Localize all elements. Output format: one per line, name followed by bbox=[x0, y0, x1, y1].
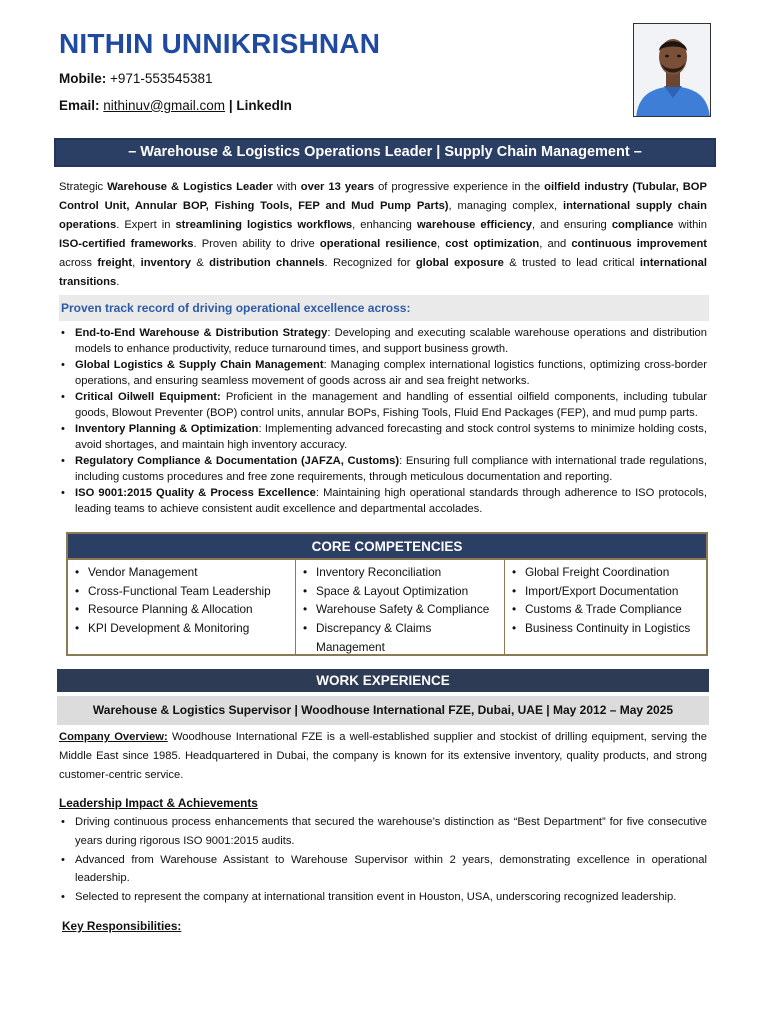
summary-text: of progressive experience in the bbox=[374, 181, 545, 193]
competency-item: • Business Continuity in Logistics bbox=[509, 619, 702, 638]
summary-text: , managing complex, bbox=[448, 200, 563, 213]
highlight-separator: : bbox=[258, 423, 262, 436]
competency-item: • KPI Development & Monitoring bbox=[72, 619, 291, 638]
highlight-item bbox=[59, 453, 707, 485]
competency-item: • Cross-Functional Team Leadership bbox=[72, 582, 291, 601]
highlight-title: Regulatory Compliance & Documentation (JAFZA, Customs) bbox=[75, 455, 400, 468]
competency-column bbox=[295, 560, 504, 654]
mobile-value: +971-553545381 bbox=[110, 71, 213, 87]
competency-item: • Vendor Management bbox=[72, 563, 291, 582]
summary-text: & bbox=[190, 257, 210, 270]
mobile-line bbox=[59, 70, 619, 88]
leadership-list bbox=[59, 813, 707, 907]
summary-text: , and bbox=[539, 238, 572, 251]
summary-emphasis: warehouse efficiency bbox=[416, 219, 533, 232]
summary-text: across bbox=[59, 257, 98, 270]
summary-emphasis: global exposure bbox=[415, 257, 504, 270]
competency-item: • Inventory Reconciliation bbox=[300, 563, 500, 582]
candidate-name: NITHIN UNNIKRISHNAN bbox=[59, 28, 381, 59]
summary-text: within bbox=[673, 219, 708, 232]
highlight-text: Developing and executing scalable warehouse operations and distribution models to enhance productivity, reduce turnaround times, and support business growth. bbox=[75, 327, 707, 356]
summary-emphasis: operational resilience bbox=[319, 238, 437, 251]
summary-emphasis: international transitions bbox=[59, 257, 708, 289]
core-competencies-heading: CORE COMPETENCIES bbox=[68, 534, 706, 560]
highlight-separator: : bbox=[315, 487, 319, 500]
competency-item: • Discrepancy & Claims Management bbox=[300, 619, 500, 656]
leadership-item: • Advanced from Warehouse Assistant to Warehouse Supervisor within 2 years, demonstrating excellence in operational leadership. bbox=[59, 851, 707, 889]
highlight-text: Proficient in the management and handling of essential oilfield components, including tubular goods, Blowout Preventer (BOP) control units, annular BOPs, Fishing Tools, Fluid End Packages (FEP), and mud pump parts. bbox=[75, 391, 707, 420]
highlight-item bbox=[59, 325, 707, 357]
summary-emphasis: inventory bbox=[140, 257, 191, 270]
highlight-text: Managing complex international logistics functions, optimizing cross-border operations, and ensuring seamless movement of goods across air and sea freight networks. bbox=[75, 359, 707, 388]
summary-text: , enhancing bbox=[352, 219, 417, 232]
company-overview-text: Woodhouse International FZE is a well-established supplier and stockist of drilling equipment, serving the Middle East since 1985. Headquartered in Dubai, the company is known for its extensive inventory, quality products, and strong customer-centric service. bbox=[59, 731, 707, 781]
work-experience-heading: WORK EXPERIENCE bbox=[57, 669, 709, 692]
core-competencies-table bbox=[66, 532, 708, 656]
summary-emphasis: oilfield industry (Tubular, BOP Control Unit, Annular BOP, Fishing Tools, FEP and Mud Pump Parts) bbox=[59, 181, 707, 213]
summary-emphasis: international supply chain operations bbox=[59, 200, 707, 232]
competency-item: • Customs & Trade Compliance bbox=[509, 600, 702, 619]
competency-column bbox=[68, 560, 295, 654]
summary-emphasis: ISO-certified frameworks bbox=[59, 238, 194, 251]
highlight-separator: : bbox=[323, 359, 327, 372]
competency-item: • Resource Planning & Allocation bbox=[72, 600, 291, 619]
competency-item: • Import/Export Documentation bbox=[509, 582, 702, 601]
summary-text: & trusted to lead critical bbox=[503, 257, 640, 270]
summary-emphasis: Warehouse & Logistics Leader bbox=[107, 181, 273, 193]
resume-header bbox=[59, 28, 619, 114]
company-overview-label: Company Overview: bbox=[59, 731, 168, 743]
summary-emphasis: freight bbox=[97, 257, 133, 270]
company-overview bbox=[59, 728, 707, 784]
highlight-text: Implementing advanced forecasting and stock control systems to minimize holding costs, avoid shortages, and maintain high inventory accuracy. bbox=[75, 423, 707, 452]
summary-emphasis: continuous improvement bbox=[571, 238, 707, 251]
linkedin-link[interactable]: LinkedIn bbox=[236, 97, 292, 113]
summary-emphasis: over 13 years bbox=[300, 181, 375, 193]
highlight-title: End-to-End Warehouse & Distribution Strategy bbox=[75, 327, 328, 339]
job-title-bar: Warehouse & Logistics Supervisor | Woodhouse International FZE, Dubai, UAE | May 2012 – May 2025 bbox=[57, 696, 709, 725]
headline-bar: – Warehouse & Logistics Operations Leader | Supply Chain Management – bbox=[54, 138, 716, 167]
profile-photo-illustration bbox=[634, 24, 711, 117]
summary-text: . Proven ability to drive bbox=[193, 238, 320, 251]
summary-text: , bbox=[132, 257, 141, 270]
highlight-separator: : bbox=[327, 327, 331, 339]
email-link[interactable]: nithinuv@gmail.com bbox=[103, 97, 226, 113]
highlight-item bbox=[59, 389, 707, 421]
summary-text: . Expert in bbox=[116, 219, 176, 232]
summary-emphasis: streamlining logistics workflows bbox=[175, 219, 353, 232]
competency-item: • Global Freight Coordination bbox=[509, 563, 702, 582]
summary-text: , and ensuring bbox=[532, 219, 612, 232]
summary-text: . Recognized for bbox=[324, 257, 416, 270]
summary-text: with bbox=[272, 181, 301, 193]
email-label: Email: bbox=[59, 97, 100, 113]
proven-track-heading: Proven track record of driving operational excellence across: bbox=[59, 295, 709, 321]
competency-column bbox=[504, 560, 706, 654]
contact-separator: | bbox=[228, 97, 233, 113]
profile-photo bbox=[633, 23, 711, 117]
competency-item: • Warehouse Safety & Compliance bbox=[300, 600, 500, 619]
summary-text: Strategic bbox=[59, 181, 108, 193]
summary-emphasis: distribution channels bbox=[209, 257, 325, 270]
leadership-heading: Leadership Impact & Achievements bbox=[59, 796, 258, 810]
highlight-item bbox=[59, 357, 707, 389]
leadership-item: • Driving continuous process enhancements that secured the warehouse’s distinction as “Best Department” for five consecutive years during rigorous ISO 9001:2015 audits. bbox=[59, 813, 707, 851]
summary-text: , bbox=[436, 238, 446, 251]
summary-emphasis: cost optimization bbox=[445, 238, 540, 251]
email-line bbox=[59, 97, 619, 115]
highlight-title: Global Logistics & Supply Chain Management bbox=[75, 359, 324, 372]
key-responsibilities-heading: Key Responsibilities: bbox=[62, 919, 182, 933]
highlight-separator: : bbox=[399, 455, 403, 468]
highlight-title: ISO 9001:2015 Quality & Process Excellence bbox=[75, 487, 316, 500]
highlight-item bbox=[59, 485, 707, 517]
professional-summary bbox=[59, 178, 707, 292]
highlight-text: Ensuring full compliance with international trade regulations, including customs procedures and free zone requirements, through meticulous documentation and reporting. bbox=[75, 455, 707, 484]
mobile-label: Mobile: bbox=[59, 71, 107, 87]
highlights-list bbox=[59, 325, 707, 517]
leadership-item: • Selected to represent the company at international transition event in Houston, USA, underscoring recognized leadership. bbox=[59, 888, 707, 907]
highlight-title: Inventory Planning & Optimization bbox=[75, 423, 259, 436]
summary-text: . bbox=[116, 276, 120, 289]
competency-item: • Space & Layout Optimization bbox=[300, 582, 500, 601]
highlight-text: Maintaining high operational standards through adherence to ISO protocols, leading teams to achieve consistent audit excellence and departmental accolades. bbox=[75, 487, 707, 516]
highlight-item bbox=[59, 421, 707, 453]
summary-emphasis: compliance bbox=[611, 219, 674, 232]
highlight-title: Critical Oilwell Equipment: bbox=[75, 391, 221, 404]
